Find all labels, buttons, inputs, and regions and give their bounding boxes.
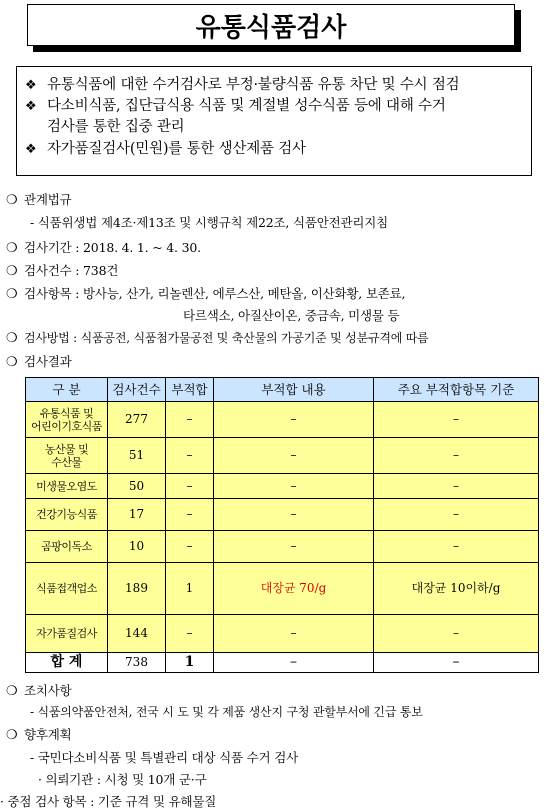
plan-detail: · 중점 검사 항목 : 기준 규격 및 유해물질 [0,794,217,809]
row-count: 189 [108,563,166,615]
total-fail: 1 [166,653,214,673]
row-category: 식품접객업소 [26,563,108,615]
row-count: 144 [108,615,166,653]
circle-bullet-icon: ❍ [6,287,18,302]
row-content: – [214,438,374,474]
row-category: 미생물오염도 [26,474,108,499]
result-label: ❍ 검사결과 [6,354,72,370]
method-line: ❍ 검사방법 : 식품공전, 식품첨가물공전 및 축산물의 가공기준 및 성분규격에 따름 [6,331,429,346]
plan-section: ❍ 향후계획 [6,727,72,743]
summary-item: ❖ 자가품질검사(민원)를 통한 생산제품 검사 [25,141,306,157]
diamond-bullet-icon: ❖ [25,78,37,93]
circle-bullet-icon: ❍ [6,193,18,208]
page-title: 유통식품검사 [27,4,515,46]
circle-bullet-icon: ❍ [6,264,18,279]
items-line: ❍ 검사항목 : 방사능, 산가, 리놀렌산, 에루스산, 메탄올, 이산화황, 보존료, [6,286,406,302]
header-count: 검사건수 [108,378,166,402]
plan-detail: - 국민다소비식품 및 특별관리 대상 식품 수거 검사 [30,750,298,765]
table-row [26,615,539,653]
circle-bullet-icon: ❍ [6,684,18,699]
row-fail: – [166,615,214,653]
result-table [25,377,539,673]
diamond-bullet-icon: ❖ [25,142,37,157]
circle-bullet-icon: ❍ [6,728,18,743]
plan-detail: · 의뢰기관 : 시청 및 10개 군·구 [38,772,207,787]
row-category: 유통식품 및 어린이기호식품 [26,402,108,438]
period-line: ❍ 검사기간 : 2018. 4. 1. ~ 4. 30. [6,240,201,256]
table-row [26,402,539,438]
table-header-row [26,378,539,402]
action-detail: - 식품의약품안전처, 전국 시 도 및 각 제품 생산지 구청 관할부서에 긴급 통보 [30,705,423,719]
row-fail: – [166,531,214,563]
row-criteria: – [374,615,539,653]
row-criteria: 대장균 10이하/g [374,563,539,615]
circle-bullet-icon: ❍ [6,331,18,346]
items-line-continuation: 타르색소, 아질산이온, 중금속, 미생물 등 [183,308,400,323]
circle-bullet-icon: ❍ [6,355,18,370]
row-content: – [214,499,374,531]
row-content: 대장균 70/g [214,563,374,615]
row-criteria: – [374,474,539,499]
row-criteria: – [374,531,539,563]
total-count: 738 [108,653,166,673]
summary-box [16,66,532,176]
row-fail: 1 [166,563,214,615]
row-content: – [214,402,374,438]
header-content: 부적합 내용 [214,378,374,402]
row-content: – [214,474,374,499]
summary-item: ❖ 다소비식품, 집단급식용 식품 및 계절별 성수식품 등에 대해 수거 [25,98,446,114]
row-count: 51 [108,438,166,474]
law-detail: - 식품위생법 제4조·제13조 및 시행규칙 제22조, 식품안전관리지침 [30,215,388,230]
row-criteria: – [374,402,539,438]
header-criteria: 주요 부적합항목 기준 [374,378,539,402]
row-count: 50 [108,474,166,499]
law-section: ❍ 관계법규 [6,192,72,208]
row-category: 건강기능식품 [26,499,108,531]
summary-item-continuation: 검사를 통한 집중 관리 [47,119,185,135]
count-line: ❍ 검사건수 : 738건 [6,263,119,279]
row-criteria: – [374,499,539,531]
row-count: 10 [108,531,166,563]
row-count: 17 [108,499,166,531]
row-content: – [214,615,374,653]
circle-bullet-icon: ❍ [6,241,18,256]
summary-item: ❖ 유통식품에 대한 수거검사로 부정·불량식품 유통 차단 및 수시 점검 [25,77,460,93]
row-fail: – [166,438,214,474]
action-section: ❍ 조치사항 [6,683,72,699]
table-row [26,531,539,563]
header-fail: 부적합 [166,378,214,402]
table-total-row [26,653,539,673]
table-row [26,438,539,474]
row-category: 농산물 및 수산물 [26,438,108,474]
row-content: – [214,531,374,563]
row-fail: – [166,474,214,499]
total-content: – [214,653,374,673]
total-label: 합 계 [26,653,108,673]
row-fail: – [166,499,214,531]
row-criteria: – [374,438,539,474]
row-category: 자가품질검사 [26,615,108,653]
row-category: 곰팡이독소 [26,531,108,563]
table-row [26,474,539,499]
row-fail: – [166,402,214,438]
header-category: 구 분 [26,378,108,402]
table-row [26,499,539,531]
diamond-bullet-icon: ❖ [25,99,37,114]
table-row [26,563,539,615]
row-count: 277 [108,402,166,438]
total-criteria: – [374,653,539,673]
